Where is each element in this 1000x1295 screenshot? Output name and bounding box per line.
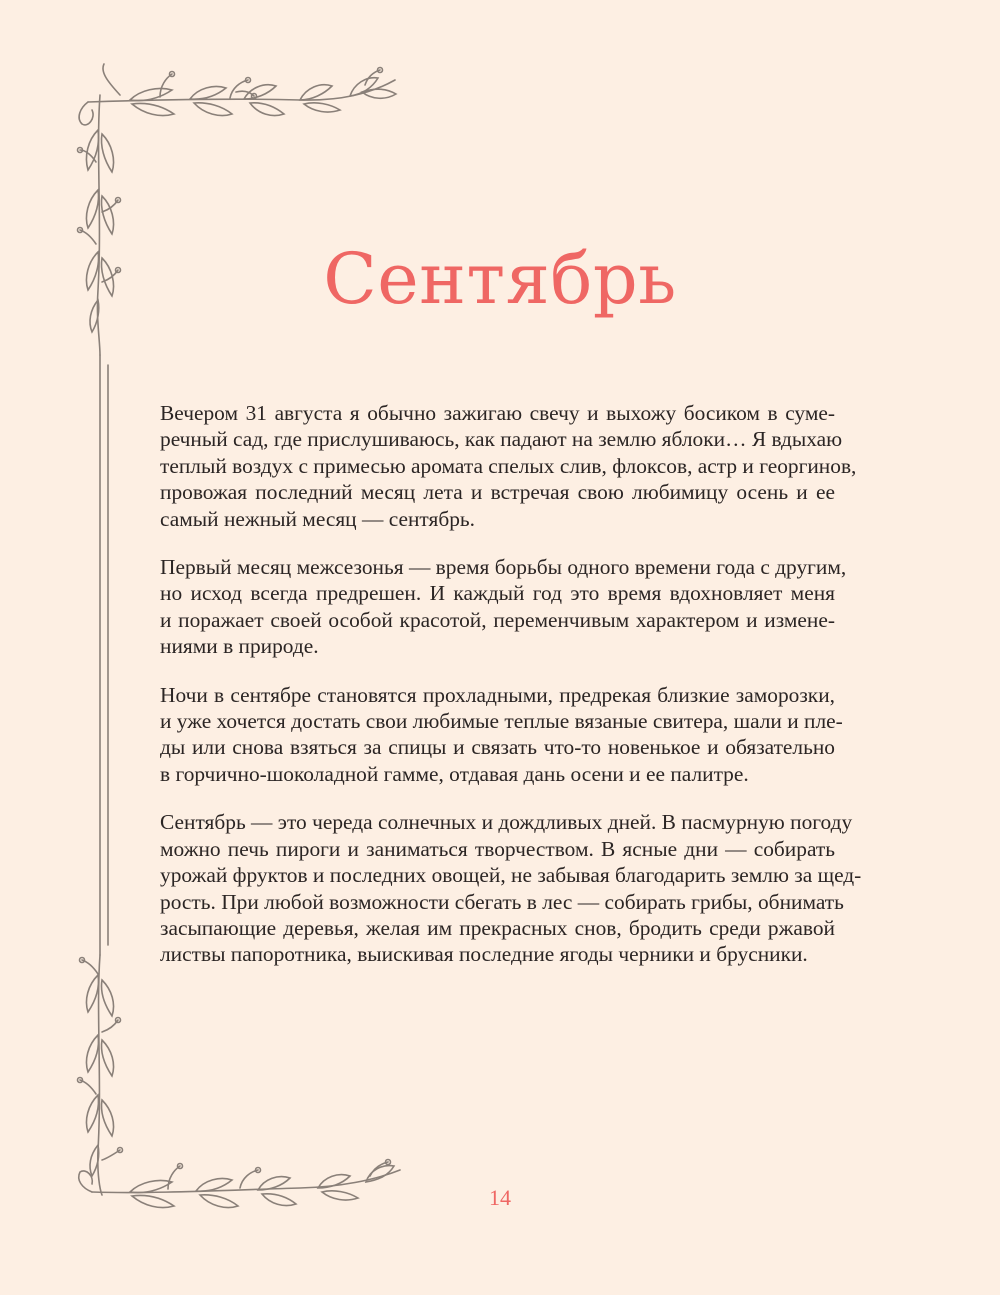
text-line: но исход всегда предрешен. И каждый год это время вдохновляет меня (160, 581, 835, 606)
text-line: провожая последний месяц лета и встречая свою любимицу осень и ее (160, 480, 835, 505)
text-line: в горчично-шоколадной гамме, отдавая дань осени и ее палитре. (160, 761, 749, 786)
text-line: засыпающие деревья, желая им прекрасных снов, бродить среди ржавой (160, 915, 835, 940)
text-line: теплый воздух с примесью аромата спелых слив, флоксов, астр и георгинов, (160, 453, 857, 478)
body-text (160, 400, 862, 990)
text-line: Первый месяц межсезонья — время борьбы одного времени года с другим, (160, 555, 847, 580)
page-title: Сентябрь (323, 238, 677, 320)
text-line: Вечером 31 августа я обычно зажигаю свечу и выхожу босиком в суме- (160, 401, 835, 425)
text-line: листвы папоротника, выискивая последние ягоды черники и брусники. (160, 942, 808, 967)
paragraph (160, 682, 843, 788)
text-line: Ночи в сентябре становятся прохладными, предрекая близкие заморозки, (160, 682, 835, 707)
text-line: и поражает своей особой красотой, переменчивым характером и измене- (160, 607, 835, 632)
paragraph (160, 554, 847, 660)
page-number: 14 (489, 1185, 511, 1210)
paragraph (160, 400, 857, 532)
text-line: ниями в природе. (160, 634, 319, 659)
text-line: урожай фруктов и последних овощей, не забывая благодарить землю за щед- (160, 863, 862, 888)
text-line: Сентябрь — это череда солнечных и дождливых дней. В пасмурную погоду (160, 810, 853, 835)
text-line: и уже хочется достать свои любимые теплые вязаные свитера, шали и пле- (160, 709, 843, 734)
paragraph (160, 809, 862, 967)
text-line: ды или снова взяться за спицы и связать что-то новенькое и обязательно (160, 735, 835, 760)
text-line: самый нежный месяц — сентябрь. (160, 506, 476, 531)
text-line: речный сад, где прислушиваюсь, как падают на землю яблоки… Я вдыхаю (160, 427, 843, 452)
text-line: можно печь пироги и заниматься творчеством. В ясные дни — собирать (160, 836, 835, 861)
text-line: рость. При любой возможности сбегать в лес — собирать грибы, обнимать (160, 889, 844, 914)
